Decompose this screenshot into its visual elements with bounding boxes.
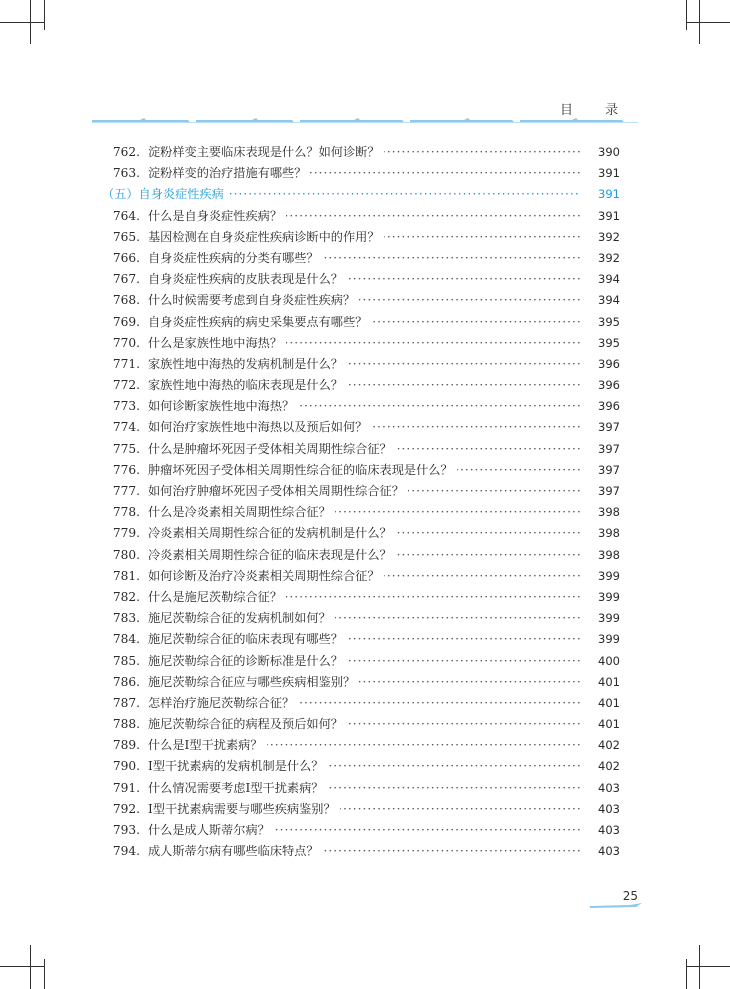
toc-entry-number: 791. [112,780,140,795]
toc-entry-number: 784. [112,632,140,647]
toc-entry-title: 淀粉样变主要临床表现是什么？如何诊断？ ····· [148,142,580,163]
toc-entry [100,693,620,714]
toc-entry-title: 如何诊断家族性地中海热？ ····· [148,396,580,417]
toc-entry-page: 397 [598,484,620,498]
toc-entry [100,375,620,396]
toc-entry [100,396,620,417]
toc-entry-page: 391 [598,208,620,223]
toc-section-heading [100,184,620,205]
toc-entry [100,269,620,290]
toc-entry-page: 396 [598,378,620,393]
toc-entry-number: 783. [112,611,140,626]
toc-entry-title: 如何治疗肿瘤坏死因子受体相关周期性综合征？ ····· [148,481,580,502]
toc-entry [100,523,620,544]
toc-entry [100,460,620,481]
toc-entry [100,439,620,460]
toc-entry-page: 396 [598,399,620,414]
toc-entry-title: 淀粉样变的治疗措施有哪些？ ····· [148,163,580,184]
toc-entry [100,417,620,438]
toc-entry-page: 395 [598,335,620,350]
toc-entry-number: 785. [112,653,140,668]
toc-entry [100,206,620,227]
toc-entry-page: 394 [598,293,620,308]
toc-entry-number: 789. [112,738,140,753]
toc-entry [100,481,620,502]
toc-entry-title: 冷炎素相关周期性综合征的临床表现是什么？ ····· [148,545,580,566]
toc-entry-number: 766. [112,250,140,265]
toc-entry-page: 403 [598,844,620,859]
toc-entry-page: 403 [598,780,620,795]
toc-entry [100,820,620,841]
toc-entry-title: 成人斯蒂尔病有哪些临床特点？ ····· [148,841,580,862]
toc-entry-page: 397 [598,420,620,435]
toc-entry-title: 家族性地中海热的临床表现是什么？ ····· [148,375,580,396]
toc-entry-title: 施尼茨勒综合征的诊断标准是什么？ ····· [148,651,580,672]
toc-entry-title: 什么是成人斯蒂尔病？ ····· [148,820,580,841]
toc-entry-page: 398 [598,505,620,520]
toc-entry [100,545,620,566]
toc-entry-page: 400 [598,653,620,668]
toc-entry [100,629,620,650]
toc-entry-page: 391 [598,187,620,202]
toc-entry-page: 403 [598,801,620,816]
toc-entry-page: 397 [598,441,620,456]
toc-entry-page: 402 [598,759,620,774]
toc-entry-page: 391 [598,166,620,181]
toc-entry-title: 什么情况需要考虑Ⅰ型干扰素病？ ····· [148,778,580,799]
toc-entry-page: 397 [598,462,620,477]
toc-entry-number: 790. [112,759,140,774]
page-number: 25 [622,889,638,903]
toc-entry-number: 774. [112,420,140,435]
toc-entry-title: 自身炎症性疾病的病史采集要点有哪些？ ····· [148,312,580,333]
toc-entry-title: 什么是家族性地中海热？ ····· [148,333,580,354]
toc-entry-page: 390 [598,145,620,159]
toc-entry-number: 769. [112,314,140,329]
toc-entry-title: Ⅰ型干扰素病需要与哪些疾病鉴别？ ····· [148,799,580,820]
toc-entry-number: 765. [112,229,140,244]
toc-entry-page: 398 [598,547,620,562]
header-decorative-rule [92,116,638,126]
toc-entry-number: 771. [112,356,140,371]
toc-entry-title: 施尼茨勒综合征的临床表现有哪些？ ····· [148,629,580,650]
toc-entry-number: 763. [112,166,140,181]
toc-entry-number: 762. [112,145,140,159]
toc-entry-title: 什么是Ⅰ型干扰素病？ ····· [148,735,580,756]
toc-entry-title: 基因检测在自身炎症性疾病诊断中的作用？ ····· [148,227,580,248]
toc-entry-number: 778. [112,505,140,520]
toc-entry-title: 自身炎症性疾病的分类有哪些？ ····· [148,248,580,269]
toc-entry-title: 什么是自身炎症性疾病？ ····· [148,206,580,227]
toc-entry-title: 什么时候需要考虑到自身炎症性疾病？ ····· [148,290,580,311]
toc-entry [100,312,620,333]
toc-entry-title: 什么是肿瘤坏死因子受体相关周期性综合征？ ····· [148,439,580,460]
toc-entry [100,608,620,629]
toc-entry [100,651,620,672]
toc-entry-number: 773. [112,399,140,414]
table-of-contents [100,142,620,862]
toc-entry-number: 781. [112,568,140,583]
toc-entry-page: 392 [598,229,620,244]
toc-entry [100,163,620,184]
toc-entry [100,714,620,735]
toc-entry-number: 794. [112,844,140,859]
toc-entry-page: 401 [598,695,620,710]
header-title: 目 录 [560,103,633,118]
toc-entry-page: 394 [598,272,620,287]
toc-entry [100,333,620,354]
toc-entry-title: 冷炎素相关周期性综合征的发病机制是什么？ ····· [148,523,580,544]
toc-entry-number: 776. [112,462,140,477]
toc-entry [100,799,620,820]
toc-entry [100,756,620,777]
toc-entry-title: 什么是冷炎素相关周期性综合征？ ····· [148,502,580,523]
toc-entry-title: 如何治疗家族性地中海热以及预后如何？ ····· [148,417,580,438]
toc-entry-number: 787. [112,695,140,710]
toc-entry-number: 779. [112,526,140,541]
toc-entry-number: 770. [112,335,140,350]
toc-entry-number: 782. [112,589,140,604]
toc-entry-number: 768. [112,293,140,308]
toc-entry-title: （五）自身炎症性疾病 ····· [102,184,580,205]
toc-entry-title: 施尼茨勒综合征应与哪些疾病相鉴别？ ····· [148,672,580,693]
toc-entry [100,778,620,799]
toc-entry-page: 401 [598,674,620,689]
toc-entry [100,354,620,375]
toc-entry-number: 786. [112,674,140,689]
toc-entry-page: 403 [598,823,620,837]
toc-entry-title: 如何诊断及治疗冷炎素相关周期性综合征？ ····· [148,566,580,587]
toc-entry-page: 399 [598,611,620,626]
toc-entry-title: 自身炎症性疾病的皮肤表现是什么？ ····· [148,269,580,290]
toc-entry-page: 398 [598,526,620,541]
toc-entry-title: Ⅰ型干扰素病的发病机制是什么？ ····· [148,756,580,777]
toc-entry [100,735,620,756]
toc-entry-number: 777. [112,484,140,498]
toc-entry-title: 肿瘤坏死因子受体相关周期性综合征的临床表现是什么？ ····· [148,460,580,481]
toc-entry-page: 396 [598,356,620,371]
toc-entry-page: 401 [598,717,620,732]
toc-entry [100,841,620,862]
toc-entry-number: 788. [112,717,140,732]
toc-entry-page: 399 [598,589,620,604]
toc-entry-title: 什么是施尼茨勒综合征？ ····· [148,587,580,608]
toc-entry [100,566,620,587]
toc-entry [100,248,620,269]
toc-entry [100,227,620,248]
toc-entry-number: 764. [112,208,140,223]
toc-entry [100,142,620,163]
toc-entry [100,672,620,693]
toc-entry-number: 792. [112,801,140,816]
toc-entry-title: 家族性地中海热的发病机制是什么？ ····· [148,354,580,375]
toc-entry-page: 395 [598,314,620,329]
toc-entry [100,290,620,311]
toc-entry-number: 767. [112,272,140,287]
toc-entry-number: 772. [112,378,140,393]
toc-entry-page: 399 [598,632,620,647]
toc-entry-page: 399 [598,568,620,583]
toc-entry-page: 402 [598,738,620,753]
toc-entry [100,587,620,608]
toc-entry [100,502,620,523]
toc-entry-title: 施尼茨勒综合征的病程及预后如何？ ····· [148,714,580,735]
toc-entry-number: 793. [112,823,140,837]
toc-entry-title: 施尼茨勒综合征的发病机制如何？ ····· [148,608,580,629]
page-number-underline [590,903,642,909]
toc-entry-page: 392 [598,250,620,265]
toc-entry-number: 775. [112,441,140,456]
toc-entry-title: 怎样治疗施尼茨勒综合征？ ····· [148,693,580,714]
toc-entry-number: 780. [112,547,140,562]
